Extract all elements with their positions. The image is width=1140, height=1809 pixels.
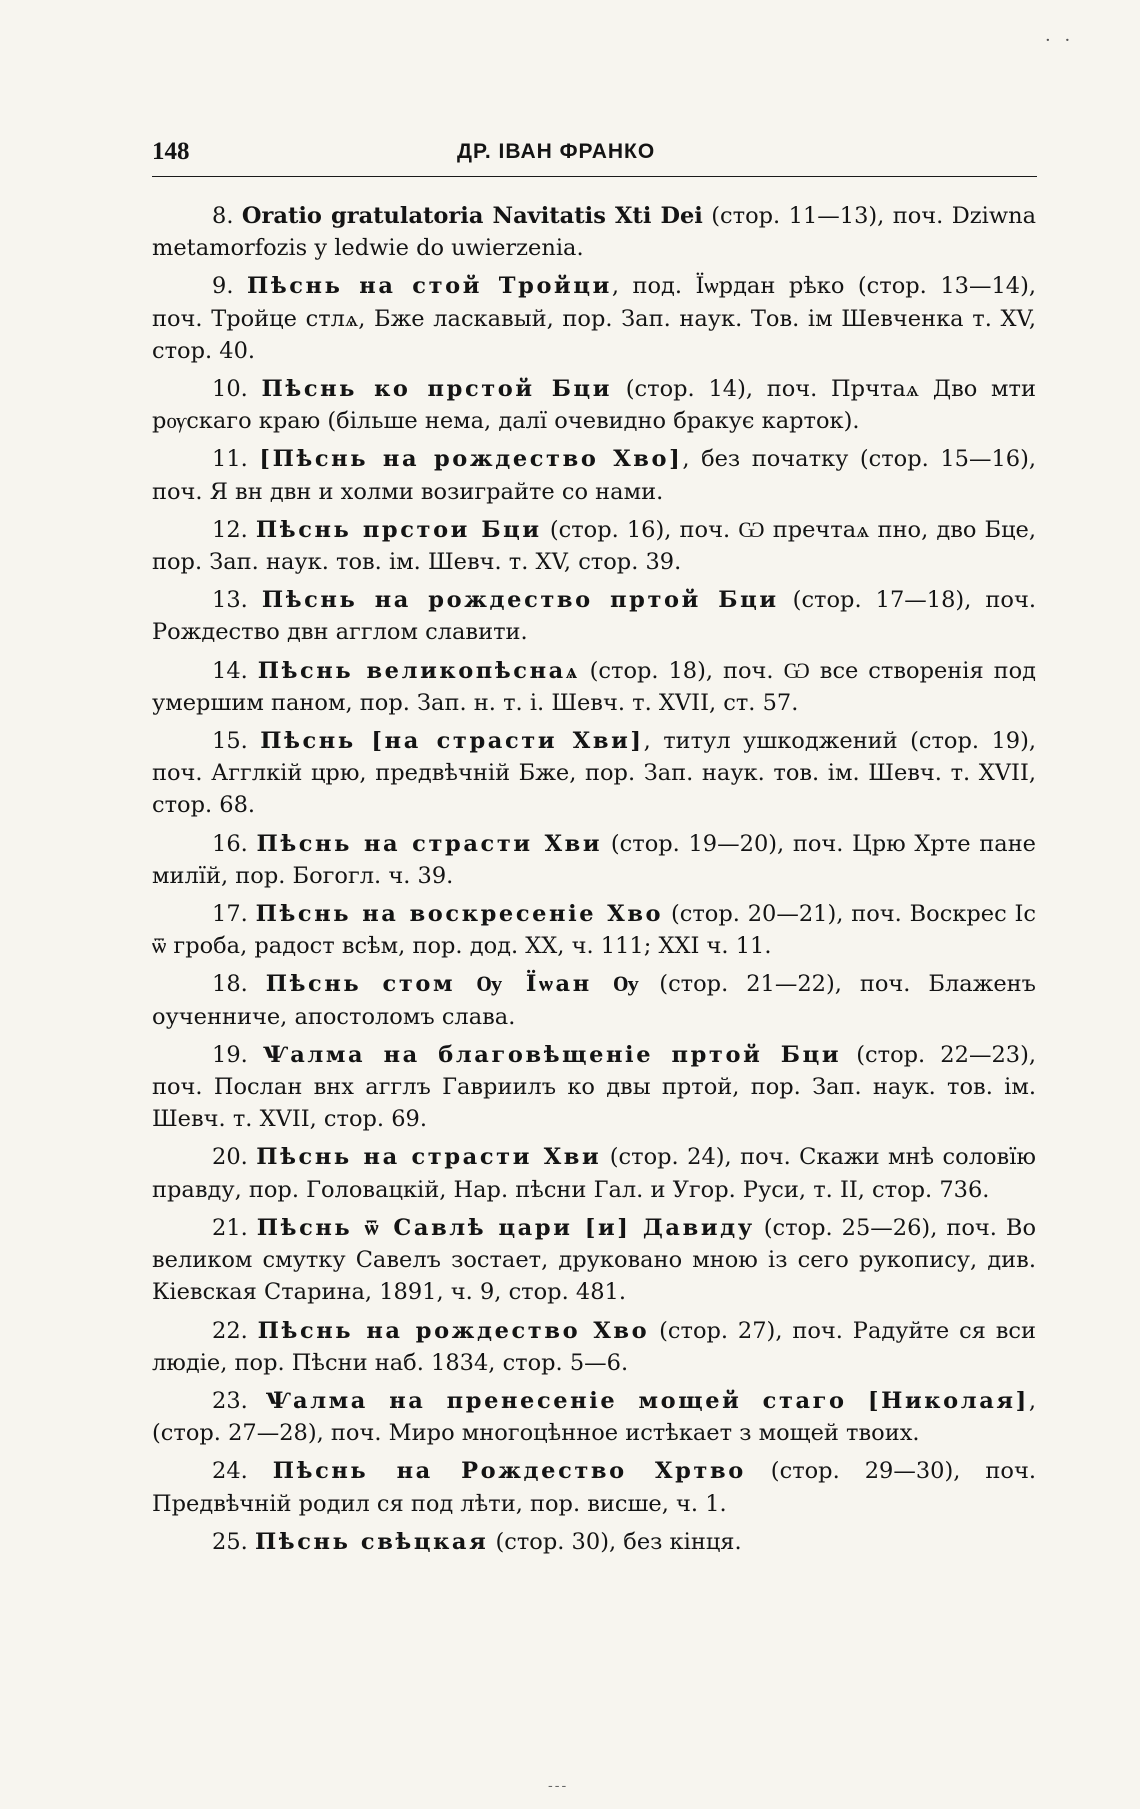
entry-description: (стор. 22—23), поч. Послан внх агглъ Гавриилъ ко двы пртой, пор. Зап. наук. тов. ім. Шевч. т. XVII, стор. 69. [152,1041,1036,1133]
entry-list [152,200,1036,1564]
running-head: ДР. ІВАН ФРАНКО [457,140,656,163]
entry-description: (стор. 14), поч. Прчтаѧ Дво мти рѹскаго краю (більше нема, далї очевидно бракує карток). [152,376,1036,435]
entry-description: (стор. 24), поч. Скажи мнѣ соловїю правду, пор. Головацкій, Нар. пѣсни Гал. и Угор. Руси, т. II, стор. 736. [152,1144,1036,1203]
entry-description: (стор. 25—26), поч. Во великом смутку Савелъ зостает, друковано мною із сего рукопису, див. Кіевская Старина, 1891, ч. 9, стор. 481. [152,1214,1036,1306]
entry-item [152,373,1036,437]
entry-title: Пѣснь на рождество Хво [257,1317,650,1344]
entry-item [152,1315,1036,1379]
entry-title: [Пѣснь на рождество Хво] [259,446,683,473]
entry-description: , титул ушкоджений (стор. 19), поч. Агглкій црю, предвѣчній Бже, пор. Зап. наук. тов. ім. Шевч. т. XVII, стор. 68. [152,728,1037,819]
entry-title: Ѱалма на пренесеніе мощей стаго [Николая] [265,1387,1029,1414]
entry-item [152,584,1036,648]
entry-title: Пѣснь ѿ Савлѣ цари [и] Давиду [256,1214,755,1241]
entry-item [152,270,1036,367]
scan-artifact-mark: · · [1045,30,1075,51]
entry-title: Пѣснь на стой Тройци [246,273,612,300]
entry-item [152,1455,1036,1519]
entry-number: 12. [212,516,248,543]
entry-number: 18. [212,971,248,998]
page-number: 148 [152,138,190,165]
entry-number: 11. [212,446,248,473]
entry-title: Пѣснь на страсти Хви [256,830,603,857]
entry-title: Пѣснь ко прстой Бци [261,376,613,403]
entry-number: 25. [212,1528,248,1555]
entry-item [152,200,1036,264]
entry-description: (стор. 21—22), поч. Блаженъ оученниче, апостоломъ слава. [152,971,1036,1030]
entry-number: 15. [212,728,248,755]
entry-item [152,828,1036,892]
entry-number: 21. [212,1214,248,1241]
entry-description: (стор. 11—13), поч. Dziwna metamorfozis y ledwie do uwierzenia. [152,203,1037,262]
entry-description: , без початку (стор. 15—16), поч. Я вн двн и холми возиграйте со нами. [152,446,1037,505]
entry-number: 24. [212,1458,248,1485]
entry-description: (стор. 17—18), поч. Рождество двн агглом славити. [152,587,1036,646]
entry-number: 22. [212,1317,248,1344]
footer-mark: --- [548,1778,569,1794]
entry-number: 20. [212,1144,248,1171]
entry-title: Ѱалма на благовѣщеніе пртой Бци [262,1041,842,1068]
entry-number: 8. [212,203,234,229]
entry-description: (стор. 18), поч. Ѡ все створенія под умершим паном, пор. Зап. н. т. і. Шевч. т. XVII, ст. 57. [152,657,1036,716]
entry-item [152,1526,1036,1558]
entry-title: Пѣснь [на страсти Хви] [260,728,644,755]
entry-title: Пѣснь на страсти Хви [256,1144,602,1171]
entry-item [152,443,1036,507]
entry-item [152,1212,1036,1309]
entry-title: Пѣснь великопѣснаѧ [257,657,580,684]
entry-title: Пѣснь на воскресеніе Хво [255,901,664,928]
entry-item [152,1385,1036,1449]
entry-description: (стор. 20—21), поч. Воскрес Іс ѿ гроба, радост всѣм, пор. дод. XX, ч. 111; XXI ч. 11. [152,901,1036,960]
entry-number: 9. [212,273,234,300]
entry-number: 16. [212,830,248,857]
entry-description: , под. Їѡрдан рѣко (стор. 13—14), поч. Тройце стлѧ, Бже ласкавый, пор. Зап. наук. Тов. ім Шевченка т. XV, стор. 40. [152,273,1037,364]
entry-item [152,1039,1036,1136]
entry-title: Пѣснь свѣцкая [254,1528,489,1555]
entry-number: 17. [212,901,248,928]
entry-number: 19. [212,1041,248,1068]
entry-description: (стор. 30), без кінця. [488,1528,742,1555]
entry-item [152,655,1036,719]
entry-item [152,514,1036,578]
entry-description: (стор. 29—30), поч. Предвѣчній родил ся под лѣти, пор. висше, ч. 1. [152,1458,1036,1517]
entry-title: Пѣснь на Рождество Хртво [272,1458,746,1485]
header-rule [152,176,1037,177]
entry-number: 13. [212,587,248,614]
entry-number: 14. [212,657,248,684]
entry-title: Пѣснь на рождество пртой Бци [261,587,779,614]
entry-item [152,968,1036,1032]
entry-item [152,725,1036,822]
entry-item [152,1141,1036,1205]
entry-item [152,898,1036,962]
entry-description: (стор. 16), поч. Ѡ пречтаѧ пно, дво Бце, пор. Зап. наук. тов. ім. Шевч. т. XV, стор. 39. [152,516,1037,576]
page-header [152,138,1034,174]
entry-number: 10. [212,376,248,403]
entry-title: Пѣснь стом Ѹ Їѡан Ѹ [265,971,642,998]
entry-title: Пѣснь прстои Бци [255,516,542,543]
entry-description: (стор. 19—20), поч. Црю Хрте пане милїй, пор. Богогл. ч. 39. [152,830,1037,889]
entry-number: 23. [212,1387,248,1414]
entry-description: (стор. 27), поч. Радуйте ся вси людіе, пор. Пѣсни наб. 1834, стор. 5—6. [152,1317,1037,1376]
entry-title: Oratio gratulatoria Navitatis Xti Dei [241,203,703,229]
entry-description: , (стор. 27—28), поч. Миро многоцѣнное истѣкает з мощей твоих. [152,1387,1037,1447]
